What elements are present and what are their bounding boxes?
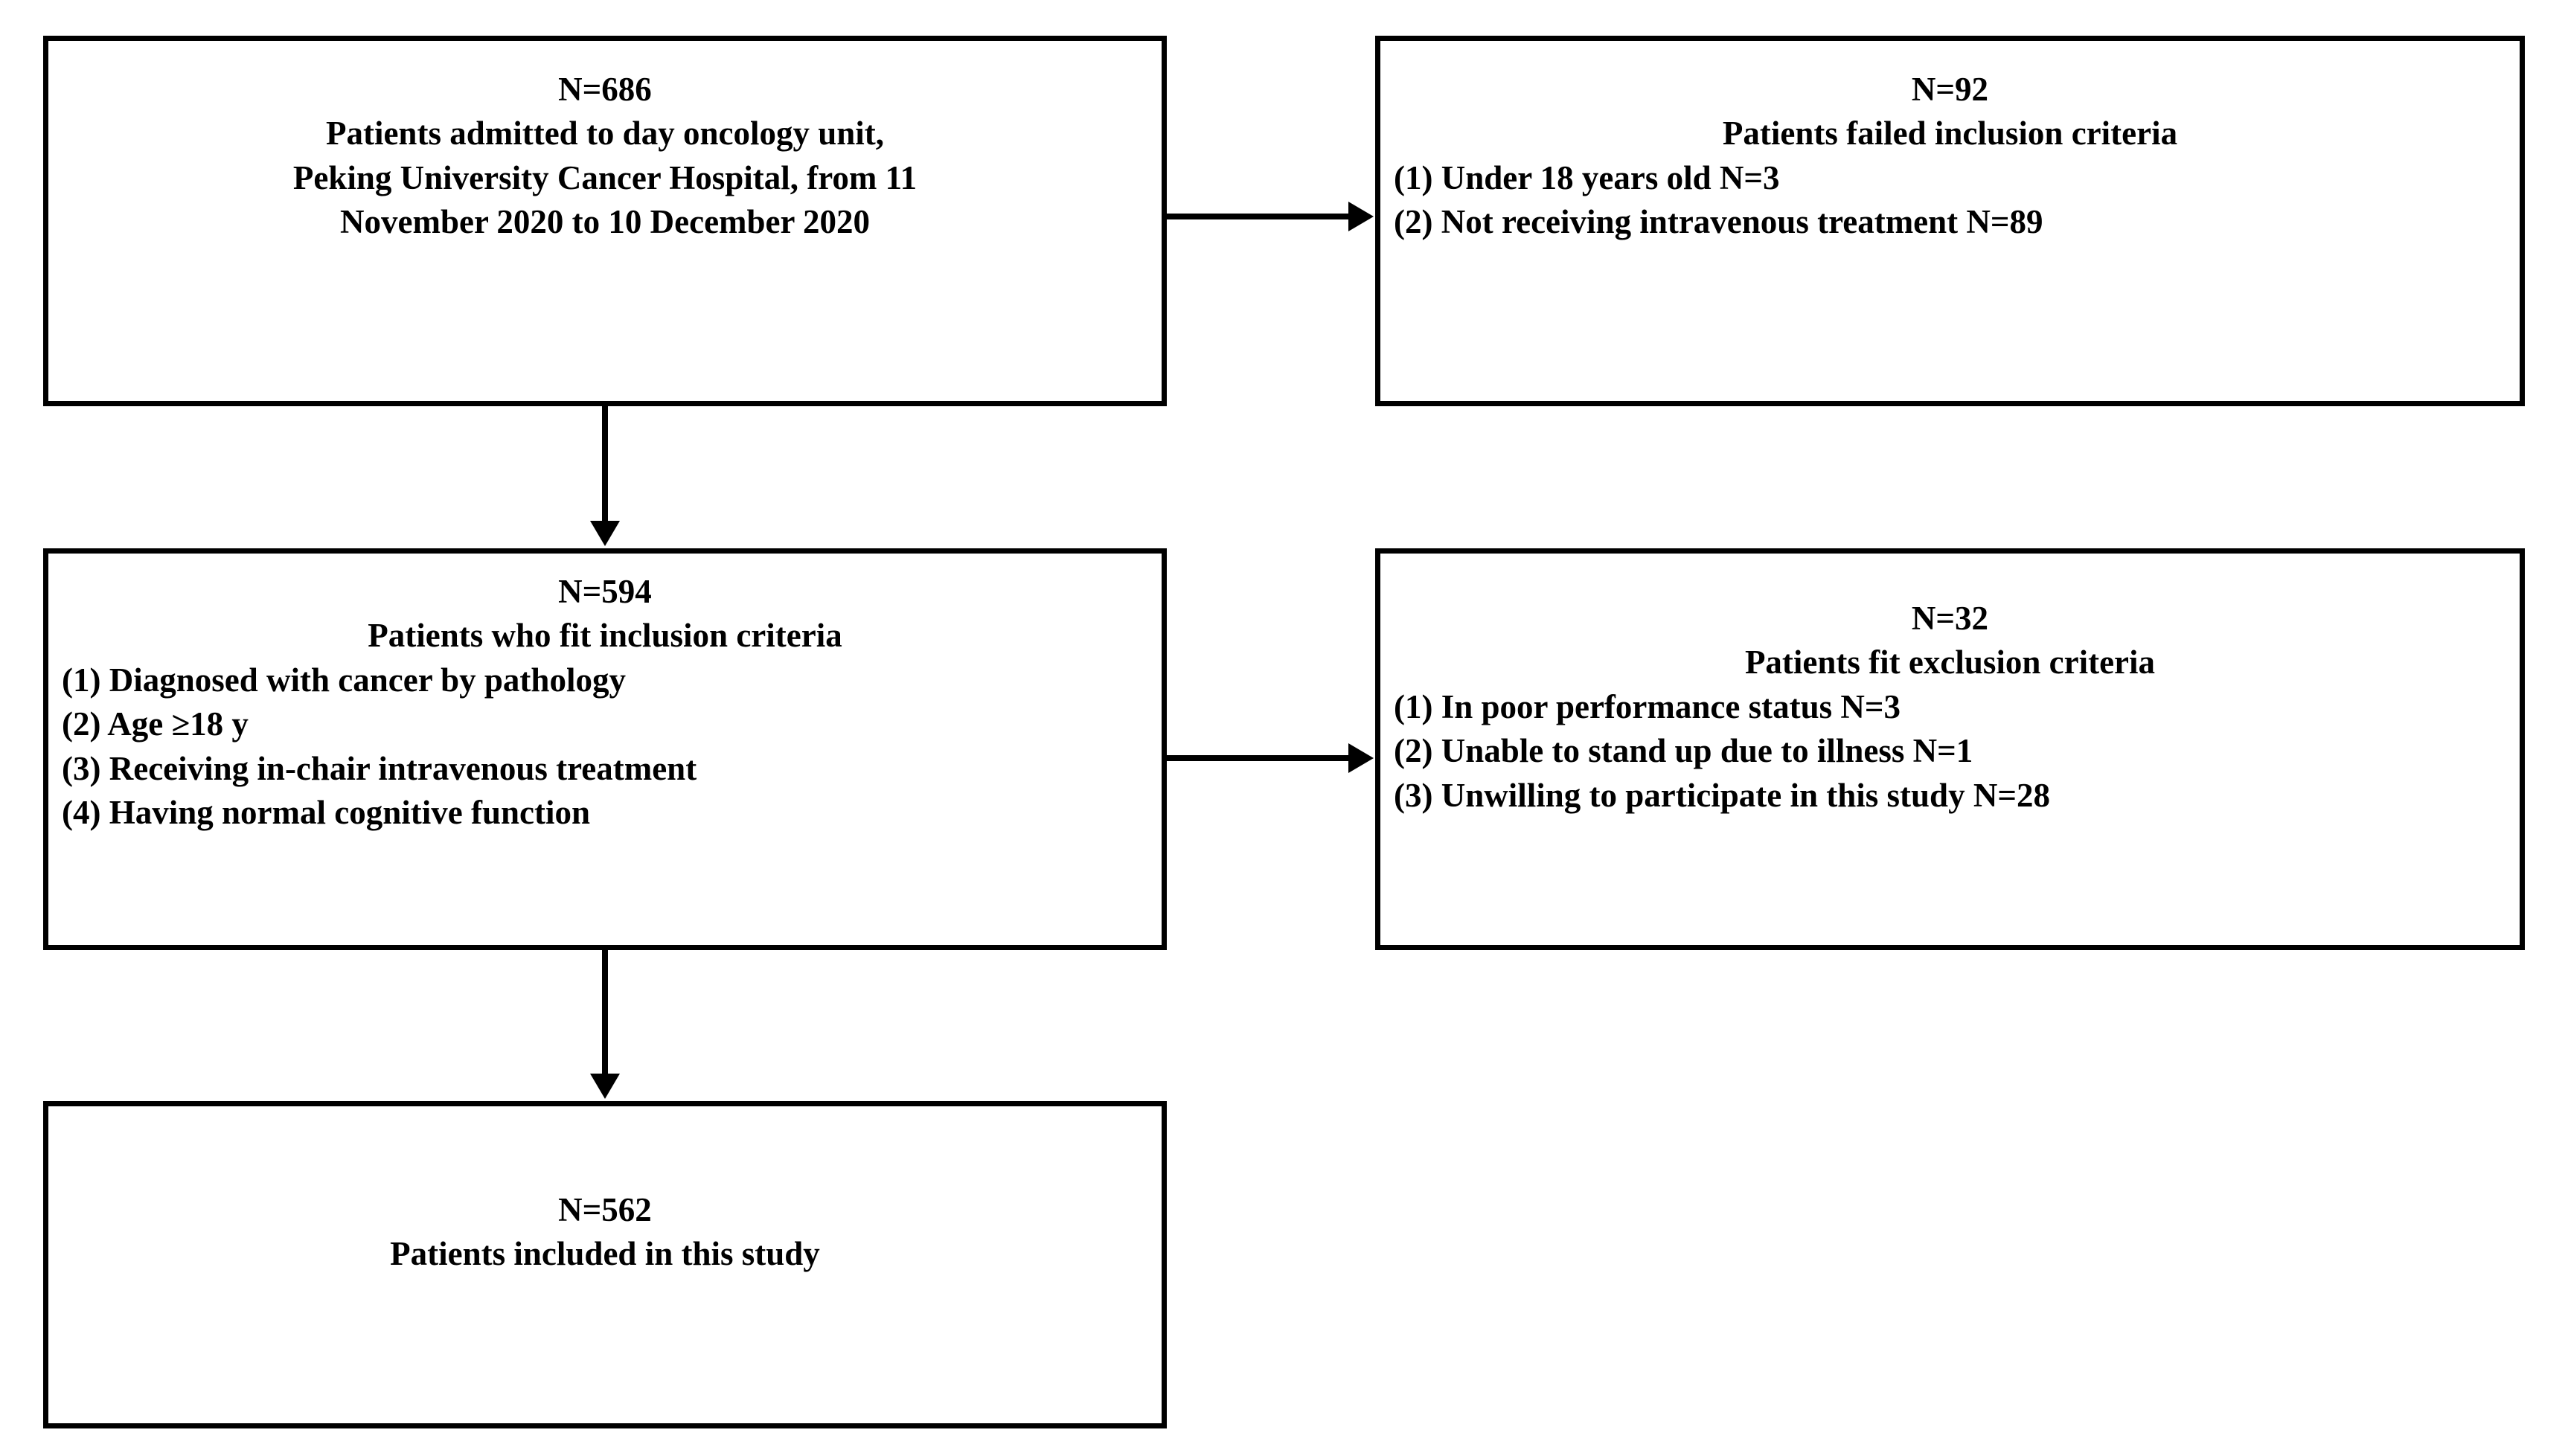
excluded-item-1: (1) In poor performance status N=3 — [1394, 687, 1901, 725]
box-fit-inclusion-criteria — [43, 548, 1167, 950]
connector-fit-to-included-line — [602, 950, 608, 1075]
box-patients-admitted — [43, 36, 1167, 406]
fit-item-4: (4) Having normal cognitive function — [62, 793, 590, 831]
enrolled-count: N=686 — [558, 71, 652, 108]
failed-count: N=92 — [1911, 71, 1989, 108]
failed-item-2: (2) Not receiving intravenous treatment N=89 — [1394, 203, 2043, 241]
enrolled-line-2: Peking University Cancer Hospital, from 11 — [292, 158, 918, 196]
fit-item-3: (3) Receiving in-chair intravenous treatment — [62, 749, 697, 787]
arrow-right-icon — [1348, 743, 1374, 773]
box-failed-inclusion-criteria — [1375, 36, 2525, 406]
enrolled-line-1: Patients admitted to day oncology unit, — [325, 115, 884, 153]
box-patients-included — [43, 1101, 1167, 1428]
fit-item-2: (2) Age ≥18 y — [62, 705, 249, 743]
arrow-right-icon — [1348, 202, 1374, 231]
fit-item-1: (1) Diagnosed with cancer by pathology — [62, 661, 626, 699]
included-count: N=562 — [558, 1191, 652, 1228]
included-heading: Patients included in this study — [390, 1235, 820, 1273]
fit-heading: Patients who fit inclusion criteria — [368, 617, 842, 655]
arrow-down-icon — [590, 1074, 620, 1099]
connector-enrolled-to-fit-line — [602, 406, 608, 522]
box-fit-exclusion-criteria — [1375, 548, 2525, 950]
excluded-heading: Patients fit exclusion criteria — [1744, 644, 2156, 682]
failed-heading: Patients failed inclusion criteria — [1722, 115, 2178, 153]
excluded-count: N=32 — [1911, 600, 1989, 637]
enrolled-line-3: November 2020 to 10 December 2020 — [340, 203, 870, 241]
failed-item-1: (1) Under 18 years old N=3 — [1394, 158, 1780, 196]
connector-enrolled-to-failed-line — [1167, 214, 1351, 219]
excluded-item-2: (2) Unable to stand up due to illness N=1 — [1394, 732, 1973, 770]
arrow-down-icon — [590, 521, 620, 546]
fit-count: N=594 — [558, 573, 652, 610]
excluded-item-3: (3) Unwilling to participate in this study N=28 — [1394, 776, 2050, 814]
connector-fit-to-excluded-line — [1167, 755, 1351, 761]
